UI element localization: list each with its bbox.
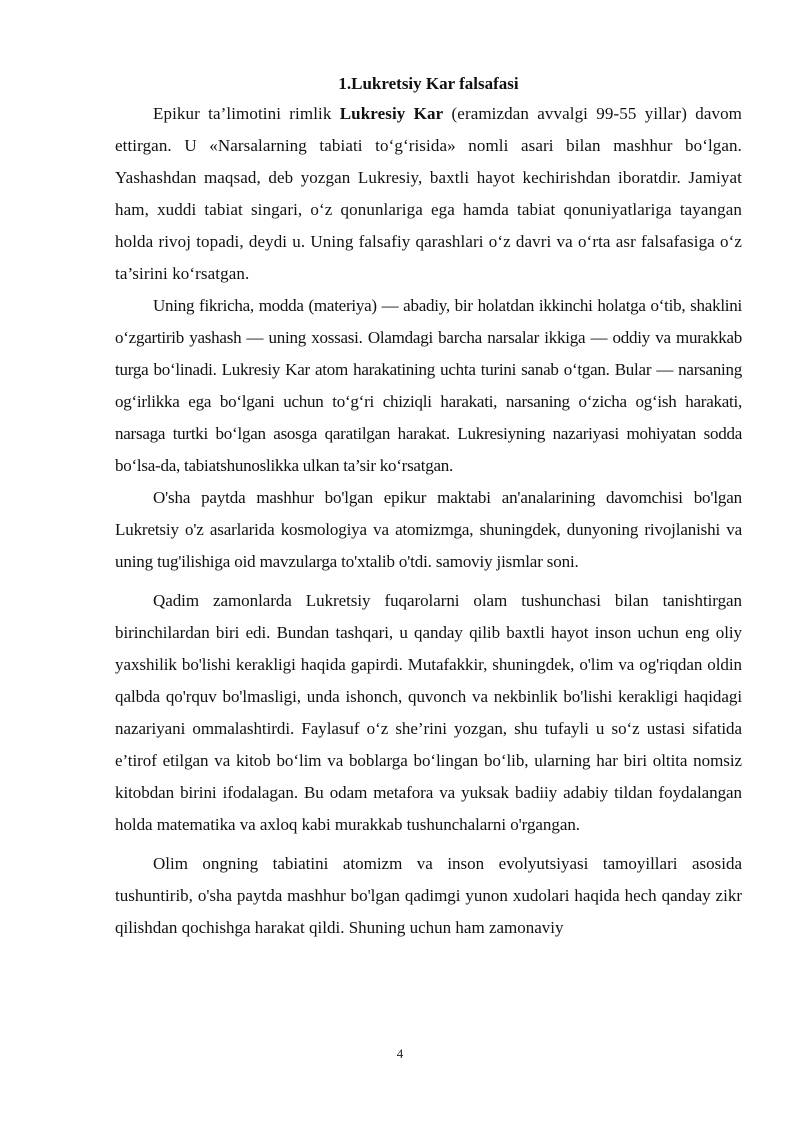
paragraph-5: Olim ongning tabiatini atomizm va inson evolyutsiyasi tamoyillari asosida tushuntirib, o'sha paytda mashhur bo'lgan qadimgi yunon xudolari haqida hech qanday zikr qilishdan qochishga harakat qildi. Shuning uchun ham zamonaviy <box>115 854 742 937</box>
section-heading: 1.Lukretsiy Kar falsafasi <box>338 74 519 93</box>
paragraph-3: O'sha paytda mashhur bo'lgan epikur maktabi an'analarining davomchisi bo'lgan Lukretsiy o'z asarlarida kosmologiya va atomizmga, shuningdek, dunyoning rivojlanishi va uning tug'ilishiga oid mavzularga to'xtalib o'tdi. samoviy jismlar soni. <box>115 488 742 571</box>
paragraph-1 <box>115 98 742 290</box>
document-page <box>115 72 742 944</box>
paragraph-2: Uning fikricha, modda (materiya) — abadiy, bir holatdan ikkinchi holatga o‘tib, shaklini o‘zgartirib yashash — uning xossasi. Olamdagi barcha narsalar ikkiga — oddiy va murakkab turga bo‘linadi. Lukresiy Kar atom harakatining uchta turini sanab o‘tgan. Bular — narsaning og‘irlikka ega bo‘lgani uchun to‘g‘ri chiziqli harakati, narsaning o‘zicha og‘ish harakati, narsaga turtki bo‘lgan asosga qaratilgan harakat. Lukresiyning nazariyasi mohiyatan sodda bo‘lsa-da, tabiatshunoslikka ulkan ta’sir ko‘rsatgan. <box>115 296 742 475</box>
paragraph-1-rest: (eramizdan avvalgi 99-55 yillar) davom ettirgan. U «Narsalarning tabiati to‘g‘risida» nomli asari bilan mashhur bo‘lgan. Yashashdan maqsad, deb yozgan Lukresiy, baxtli hayot kechirishdan iboratdir. Jamiyat ham, xuddi tabiat singari, o‘z qonunlariga ega hamda tabiat qonuniyatlariga tayangan holda rivoj topadi, deydi u. Uning falsafiy qarashlari o‘z davri va o‘rta asr falsafasiga o‘z ta’sirini ko‘rsatgan. <box>115 104 743 283</box>
paragraph-1-intro: Epikur ta’limotini rimlik <box>153 104 340 123</box>
paragraph-4: Qadim zamonlarda Lukretsiy fuqarolarni olam tushunchasi bilan tanishtirgan birinchilardan biri edi. Bundan tashqari, u qanday qilib baxtli hayot inson uchun eng oliy yaxshilik bo'lishi kerakligi haqida gapirdi. Mutafakkir, shuningdek, o'lim va og'riqdan oldin qalbda qo'rquv bo'lmasligi, unda ishonch, quvonch va nekbinlik bo'lishi kerakligi haqidagi nazariyani ommalashtirdi. Faylasuf o‘z she’rini yozgan, shu tufayli u so‘z ustasi sifatida e’tirof etilgan va kitob bo‘lim va boblarga bo‘lingan bo‘lib, ularning har biri oltita nomsiz kitobdan birini ifodalagan. Bu odam metafora va yuksak badiiy adabiy tildan foydalangan holda matematika va axloq kabi murakkab tushunchalarni o'rgangan. <box>115 591 742 834</box>
paragraph-1-bold-name: Lukresiy Kar <box>339 104 444 123</box>
page-number: 4 <box>396 1046 404 1061</box>
